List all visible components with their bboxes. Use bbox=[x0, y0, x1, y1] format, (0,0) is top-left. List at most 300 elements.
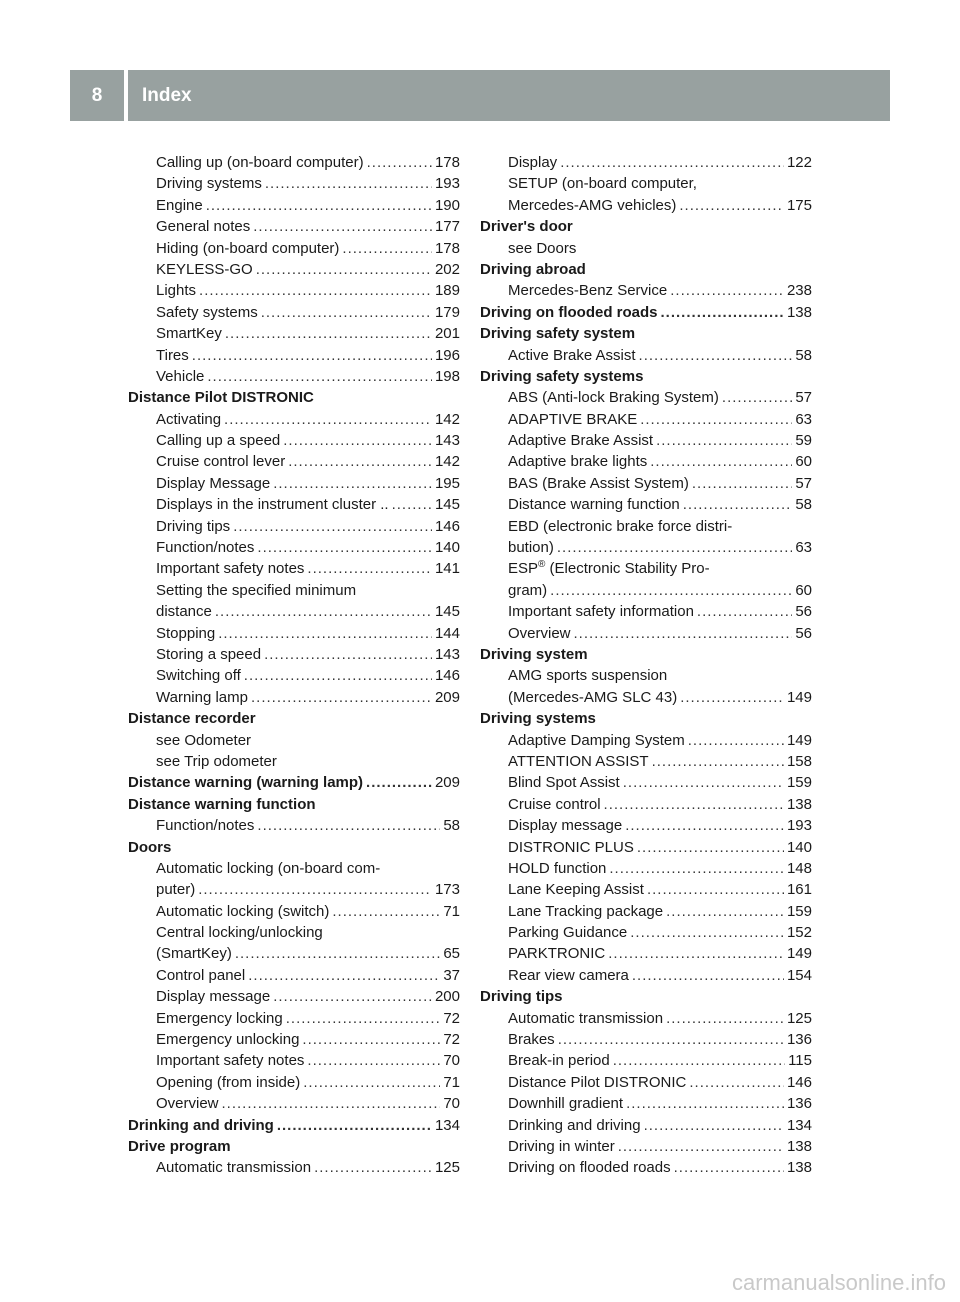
page-reference[interactable]: 190 bbox=[434, 196, 460, 214]
header-divider bbox=[124, 70, 128, 121]
index-subentry bbox=[128, 259, 460, 280]
leader-dots bbox=[207, 366, 432, 387]
leader-dots bbox=[342, 238, 432, 259]
leader-dots bbox=[623, 772, 784, 793]
entry-text: Calling up (on-board computer) bbox=[156, 154, 364, 171]
index-heading bbox=[480, 366, 812, 387]
page-reference[interactable]: 138 bbox=[786, 1137, 812, 1155]
entry-text: (SmartKey) bbox=[156, 945, 232, 963]
page-reference[interactable]: 149 bbox=[786, 688, 812, 706]
index-subentry bbox=[128, 366, 460, 387]
page-reference[interactable]: 71 bbox=[443, 1073, 460, 1091]
index-column-left bbox=[128, 152, 460, 1179]
index-subentry bbox=[128, 516, 460, 537]
index-subentry bbox=[480, 152, 812, 173]
entry-text: Driving safety systems bbox=[480, 367, 644, 385]
page-reference[interactable]: 70 bbox=[443, 1095, 460, 1113]
leader-dots bbox=[218, 623, 432, 644]
leader-dots bbox=[302, 1029, 440, 1050]
leader-dots bbox=[680, 687, 784, 708]
index-subentry bbox=[480, 451, 812, 472]
section-title: Index bbox=[142, 84, 192, 106]
entry-text: Overview bbox=[156, 1095, 219, 1113]
entry-text: Automatic locking (switch) bbox=[156, 902, 330, 920]
leader-dots bbox=[251, 687, 432, 708]
entry-text: Driving on flooded roads bbox=[480, 303, 658, 321]
index-subentry bbox=[128, 494, 460, 515]
entry-text: Setting the specified minimum bbox=[156, 581, 357, 599]
index-subentry bbox=[128, 879, 460, 900]
entry-text: Storing a speed bbox=[156, 645, 262, 663]
page-reference[interactable]: 134 bbox=[434, 1116, 460, 1134]
page-reference[interactable]: 189 bbox=[434, 282, 460, 300]
page-reference[interactable]: 136 bbox=[786, 1095, 812, 1113]
index-subentry bbox=[480, 943, 812, 964]
entry-text: Automatic transmission bbox=[156, 1159, 312, 1177]
page-reference[interactable]: 238 bbox=[786, 282, 812, 300]
leader-dots bbox=[670, 280, 784, 301]
page-reference[interactable]: 146 bbox=[786, 1073, 812, 1091]
index-subentry bbox=[128, 1050, 460, 1071]
index-subentry bbox=[480, 965, 812, 986]
entry-text: ESP® (Electronic Stability Pro- bbox=[508, 559, 710, 578]
index-subentry bbox=[480, 901, 812, 922]
entry-text: Rear view camera bbox=[508, 966, 629, 984]
entry-text: Emergency locking bbox=[156, 1009, 283, 1027]
page-reference[interactable]: 122 bbox=[786, 154, 812, 171]
index-heading bbox=[128, 708, 460, 729]
entry-text: Driving systems bbox=[156, 175, 262, 193]
entry-text: Driver's door bbox=[480, 218, 573, 236]
leader-dots bbox=[224, 409, 432, 430]
page-reference[interactable]: 201 bbox=[434, 325, 460, 343]
page-reference[interactable]: 145 bbox=[434, 603, 460, 621]
page-reference[interactable]: 58 bbox=[443, 817, 460, 835]
leader-dots bbox=[257, 815, 440, 836]
index-subentry bbox=[128, 1029, 460, 1050]
page-reference[interactable]: 159 bbox=[786, 774, 812, 792]
page-reference[interactable]: 200 bbox=[434, 988, 460, 1006]
index-subentry bbox=[128, 730, 460, 751]
leader-dots bbox=[661, 302, 784, 323]
page-reference[interactable]: 198 bbox=[434, 367, 460, 385]
index-heading bbox=[480, 708, 812, 729]
index-subentry bbox=[480, 494, 812, 515]
entry-text: Display bbox=[508, 154, 558, 171]
page-reference[interactable]: 56 bbox=[795, 603, 812, 621]
index-subentry bbox=[128, 965, 460, 986]
entry-text: Driving systems bbox=[480, 710, 596, 728]
entry-text: Important safety notes bbox=[156, 560, 305, 578]
index-subentry bbox=[128, 580, 460, 601]
index-subentry bbox=[128, 345, 460, 366]
leader-dots bbox=[666, 1008, 784, 1029]
page-reference[interactable]: 60 bbox=[795, 581, 812, 599]
entry-text: ABS (Anti-lock Braking System) bbox=[508, 389, 719, 407]
page-reference[interactable]: 149 bbox=[786, 945, 812, 963]
leader-dots bbox=[697, 601, 792, 622]
leader-dots bbox=[332, 901, 440, 922]
index-subentry bbox=[480, 1136, 812, 1157]
index-subentry bbox=[480, 772, 812, 793]
leader-dots bbox=[550, 580, 792, 601]
entry-text: Engine bbox=[156, 196, 203, 214]
entry-text: puter) bbox=[156, 881, 196, 899]
leader-dots bbox=[273, 986, 432, 1007]
page-reference[interactable]: 138 bbox=[786, 795, 812, 813]
entry-text: Display message bbox=[156, 988, 271, 1006]
index-subentry bbox=[128, 665, 460, 686]
index-subentry bbox=[128, 922, 460, 943]
entry-text: Opening (from inside) bbox=[156, 1073, 301, 1091]
page-reference[interactable]: 202 bbox=[434, 260, 460, 278]
page-reference[interactable]: 193 bbox=[786, 817, 812, 835]
entry-text: PARKTRONIC bbox=[508, 945, 606, 963]
index-subentry bbox=[480, 730, 812, 751]
page-reference[interactable]: 142 bbox=[434, 453, 460, 471]
entry-text: Distance warning function bbox=[128, 795, 316, 813]
leader-dots bbox=[233, 516, 432, 537]
leader-dots bbox=[288, 451, 432, 472]
leader-dots bbox=[689, 1072, 784, 1093]
index-heading bbox=[480, 323, 812, 344]
leader-dots bbox=[692, 473, 792, 494]
leader-dots bbox=[674, 1157, 784, 1178]
page-reference[interactable]: 143 bbox=[434, 432, 460, 450]
entry-text: Function/notes bbox=[156, 817, 255, 835]
page-reference[interactable]: 115 bbox=[788, 1052, 812, 1070]
entry-text: Mercedes-Benz Service bbox=[508, 282, 668, 300]
page-reference[interactable]: 59 bbox=[795, 432, 812, 450]
page-reference[interactable]: 152 bbox=[786, 924, 812, 942]
leader-dots bbox=[558, 1029, 784, 1050]
leader-dots bbox=[666, 901, 784, 922]
entry-text: Control panel bbox=[156, 966, 246, 984]
page-reference[interactable]: 141 bbox=[434, 560, 460, 578]
index-subentry bbox=[128, 302, 460, 323]
page-reference[interactable]: 209 bbox=[434, 774, 460, 792]
entry-text: Vehicle bbox=[156, 367, 205, 385]
page-reference[interactable]: 72 bbox=[443, 1009, 460, 1027]
leader-dots bbox=[652, 751, 784, 772]
page-reference[interactable]: 57 bbox=[795, 389, 812, 407]
index-subentry bbox=[128, 537, 460, 558]
index-subentry bbox=[480, 1050, 812, 1071]
entry-text: Adaptive Brake Assist bbox=[508, 432, 654, 450]
index-subentry bbox=[480, 601, 812, 622]
leader-dots bbox=[257, 537, 432, 558]
index-subentry bbox=[480, 345, 812, 366]
entry-text: Tires bbox=[156, 346, 189, 364]
entry-text: Warning lamp bbox=[156, 688, 248, 706]
page-reference[interactable]: 159 bbox=[786, 902, 812, 920]
index-subentry bbox=[480, 794, 812, 815]
index-heading bbox=[480, 302, 812, 323]
page-reference[interactable]: 57 bbox=[795, 474, 812, 492]
leader-dots bbox=[273, 473, 432, 494]
page-reference[interactable]: 148 bbox=[786, 859, 812, 877]
entry-text: Drinking and driving bbox=[128, 1116, 274, 1134]
entry-text: SmartKey bbox=[156, 325, 222, 343]
entry-text: Brakes bbox=[508, 1031, 555, 1049]
page-reference[interactable]: 143 bbox=[434, 645, 460, 663]
leader-dots bbox=[222, 1093, 441, 1114]
index-heading bbox=[128, 794, 460, 815]
leader-dots bbox=[261, 302, 432, 323]
index-subentry bbox=[480, 409, 812, 430]
entry-text: Emergency unlocking bbox=[156, 1031, 300, 1049]
leader-dots bbox=[367, 152, 432, 173]
page-reference[interactable]: 140 bbox=[434, 539, 460, 557]
index-subentry bbox=[480, 879, 812, 900]
leader-dots bbox=[286, 1008, 441, 1029]
page-reference[interactable]: 145 bbox=[434, 496, 460, 514]
leader-dots bbox=[253, 216, 432, 237]
index-subentry bbox=[128, 901, 460, 922]
page-reference[interactable]: 196 bbox=[434, 346, 460, 364]
index-subentry bbox=[480, 1093, 812, 1114]
index-subentry bbox=[480, 1157, 812, 1178]
page-reference[interactable]: 134 bbox=[786, 1116, 812, 1134]
leader-dots bbox=[225, 323, 432, 344]
index-heading bbox=[128, 772, 460, 793]
page-reference[interactable]: 37 bbox=[443, 966, 460, 984]
leader-dots bbox=[235, 943, 440, 964]
index-subentry bbox=[128, 687, 460, 708]
page-reference[interactable]: 65 bbox=[443, 945, 460, 963]
page-reference[interactable]: 177 bbox=[434, 218, 460, 236]
entry-text: EBD (electronic brake force distri- bbox=[508, 517, 733, 535]
page-reference[interactable]: 158 bbox=[786, 752, 812, 770]
index-subentry bbox=[128, 473, 460, 494]
entry-text: General notes bbox=[156, 218, 251, 236]
entry-text: Function/notes bbox=[156, 539, 255, 557]
entry-text: Driving tips bbox=[480, 988, 563, 1006]
entry-text: Distance warning (warning lamp) bbox=[128, 774, 364, 792]
index-subentry bbox=[128, 409, 460, 430]
page-reference[interactable]: 125 bbox=[434, 1159, 460, 1177]
leader-dots bbox=[283, 430, 432, 451]
entry-text: Driving on flooded roads bbox=[508, 1159, 671, 1177]
index-subentry bbox=[128, 644, 460, 665]
page-reference[interactable]: 154 bbox=[786, 966, 812, 984]
page-reference[interactable]: 144 bbox=[434, 624, 460, 642]
index-subentry bbox=[128, 430, 460, 451]
leader-dots bbox=[613, 1050, 785, 1071]
entry-text: Important safety notes bbox=[156, 1052, 305, 1070]
page-reference[interactable]: 63 bbox=[795, 410, 812, 428]
entry-text: (Mercedes-AMG SLC 43) bbox=[508, 688, 678, 706]
index-subentry bbox=[480, 1008, 812, 1029]
page-reference[interactable]: 149 bbox=[786, 731, 812, 749]
page-reference[interactable]: 161 bbox=[786, 881, 812, 899]
leader-dots bbox=[604, 794, 784, 815]
leader-dots bbox=[722, 387, 792, 408]
leader-dots bbox=[307, 558, 432, 579]
index-subentry bbox=[480, 837, 812, 858]
index-subentry bbox=[480, 173, 812, 194]
index-subentry bbox=[480, 238, 812, 259]
leader-dots bbox=[314, 1157, 432, 1178]
index-subentry bbox=[480, 815, 812, 836]
page-reference[interactable]: 58 bbox=[795, 346, 812, 364]
leader-dots bbox=[307, 1050, 440, 1071]
index-subentry bbox=[128, 1008, 460, 1029]
leader-dots bbox=[639, 345, 793, 366]
leader-dots bbox=[557, 537, 792, 558]
index-subentry bbox=[480, 516, 812, 537]
entry-text: ATTENTION ASSIST bbox=[508, 752, 649, 770]
index-subentry bbox=[128, 986, 460, 1007]
page-reference[interactable]: 56 bbox=[795, 624, 812, 642]
entry-text: Downhill gradient bbox=[508, 1095, 624, 1113]
leader-dots bbox=[683, 494, 793, 515]
leader-dots bbox=[198, 879, 432, 900]
entry-text: Displays in the instrument cluster .. bbox=[156, 496, 389, 514]
page-reference[interactable]: 72 bbox=[443, 1031, 460, 1049]
index-heading bbox=[480, 216, 812, 237]
page-number: 8 bbox=[91, 84, 103, 106]
entry-text: Cruise control bbox=[508, 795, 601, 813]
page-reference[interactable]: 60 bbox=[795, 453, 812, 471]
page-reference[interactable]: 209 bbox=[434, 688, 460, 706]
leader-dots bbox=[303, 1072, 440, 1093]
entry-text: AMG sports suspension bbox=[508, 667, 668, 685]
leader-dots bbox=[574, 623, 793, 644]
leader-dots bbox=[248, 965, 440, 986]
entry-text: Drinking and driving bbox=[508, 1116, 641, 1134]
entry-text: Blind Spot Assist bbox=[508, 774, 620, 792]
entry-text: Doors bbox=[128, 838, 172, 856]
entry-text: Lane Keeping Assist bbox=[508, 881, 644, 899]
index-subentry bbox=[128, 451, 460, 472]
index-subentry bbox=[128, 1072, 460, 1093]
entry-text: Safety systems bbox=[156, 303, 258, 321]
page-reference[interactable]: 178 bbox=[434, 154, 460, 171]
index-subentry bbox=[128, 238, 460, 259]
index-subentry bbox=[480, 665, 812, 686]
entry-text: Mercedes-AMG vehicles) bbox=[508, 196, 677, 214]
page-reference[interactable]: 178 bbox=[434, 239, 460, 257]
leader-dots bbox=[609, 858, 784, 879]
page-reference[interactable]: 195 bbox=[434, 474, 460, 492]
entry-text: SETUP (on-board computer, bbox=[508, 175, 697, 193]
entry-text: Driving abroad bbox=[480, 260, 586, 278]
entry-text: bution) bbox=[508, 539, 554, 557]
leader-dots bbox=[608, 943, 784, 964]
entry-text: Distance warning function bbox=[508, 496, 680, 514]
entry-text: Hiding (on-board computer) bbox=[156, 239, 340, 257]
leader-dots bbox=[192, 345, 432, 366]
leader-dots bbox=[265, 173, 432, 194]
index-subentry bbox=[128, 623, 460, 644]
page-reference[interactable]: 146 bbox=[434, 517, 460, 535]
leader-dots bbox=[215, 601, 432, 622]
index-subentry bbox=[128, 601, 460, 622]
index-subentry bbox=[128, 195, 460, 216]
leader-dots bbox=[640, 409, 792, 430]
index-heading bbox=[128, 1136, 460, 1157]
leader-dots bbox=[264, 644, 432, 665]
entry-text: Driving tips bbox=[156, 517, 231, 535]
entry-text: gram) bbox=[508, 581, 548, 599]
leader-dots bbox=[618, 1136, 784, 1157]
entry-text: Display Message bbox=[156, 474, 271, 492]
entry-text: see Doors bbox=[508, 239, 577, 257]
entry-text: Distance Pilot DISTRONIC bbox=[508, 1073, 687, 1091]
entry-text: Drive program bbox=[128, 1137, 231, 1155]
page-reference[interactable]: 138 bbox=[786, 303, 812, 321]
entry-text: HOLD function bbox=[508, 859, 607, 877]
entry-text: Automatic locking (on-board com- bbox=[156, 859, 381, 877]
page-reference[interactable]: 58 bbox=[795, 496, 812, 514]
index-subentry bbox=[128, 216, 460, 237]
page-reference[interactable]: 193 bbox=[434, 175, 460, 193]
leader-dots bbox=[679, 195, 784, 216]
index-subentry bbox=[480, 580, 812, 601]
entry-text: Adaptive brake lights bbox=[508, 453, 648, 471]
page-reference[interactable]: 146 bbox=[434, 667, 460, 685]
entry-text: Active Brake Assist bbox=[508, 346, 636, 364]
entry-text: Parking Guidance bbox=[508, 924, 628, 942]
page-reference[interactable]: 179 bbox=[434, 303, 460, 321]
page-reference[interactable]: 142 bbox=[434, 410, 460, 428]
page-reference[interactable]: 140 bbox=[786, 838, 812, 856]
index-heading bbox=[128, 837, 460, 858]
index-subentry bbox=[480, 751, 812, 772]
leader-dots bbox=[206, 195, 432, 216]
index-subentry bbox=[480, 623, 812, 644]
index-subentry bbox=[128, 152, 460, 173]
page-header bbox=[70, 70, 890, 121]
page-reference[interactable]: 173 bbox=[434, 881, 460, 899]
index-subentry bbox=[128, 943, 460, 964]
entry-text: distance bbox=[156, 603, 212, 621]
entry-text: Central locking/unlocking bbox=[156, 924, 323, 942]
index-subentry bbox=[480, 687, 812, 708]
page-reference[interactable]: 70 bbox=[443, 1052, 460, 1070]
page-reference[interactable]: 138 bbox=[786, 1159, 812, 1177]
page-reference[interactable]: 63 bbox=[795, 539, 812, 557]
index-subentry bbox=[480, 1115, 812, 1136]
page-reference[interactable]: 71 bbox=[443, 902, 460, 920]
leader-dots bbox=[277, 1115, 432, 1136]
index-column-right bbox=[480, 152, 812, 1179]
index-subentry bbox=[480, 280, 812, 301]
watermark: carmanualsonline.info bbox=[731, 1270, 946, 1295]
index-subentry bbox=[480, 558, 812, 579]
index-subentry bbox=[480, 387, 812, 408]
page-reference[interactable]: 125 bbox=[786, 1009, 812, 1027]
index-subentry bbox=[128, 751, 460, 772]
index-heading bbox=[128, 1115, 460, 1136]
index-heading bbox=[480, 644, 812, 665]
leader-dots bbox=[199, 280, 432, 301]
entry-text: Lane Tracking package bbox=[508, 902, 664, 920]
page-reference[interactable]: 136 bbox=[786, 1031, 812, 1049]
index-subentry bbox=[480, 537, 812, 558]
page-reference[interactable]: 175 bbox=[786, 196, 812, 214]
entry-text: Cruise control lever bbox=[156, 453, 286, 471]
leader-dots bbox=[626, 1093, 784, 1114]
entry-text: Switching off bbox=[156, 667, 241, 685]
entry-text: Break-in period bbox=[508, 1052, 610, 1070]
entry-text: Adaptive Damping System bbox=[508, 731, 685, 749]
index-subentry bbox=[128, 1157, 460, 1178]
index-subentry bbox=[480, 1072, 812, 1093]
entry-text: Automatic transmission bbox=[508, 1009, 664, 1027]
index-subentry bbox=[480, 922, 812, 943]
